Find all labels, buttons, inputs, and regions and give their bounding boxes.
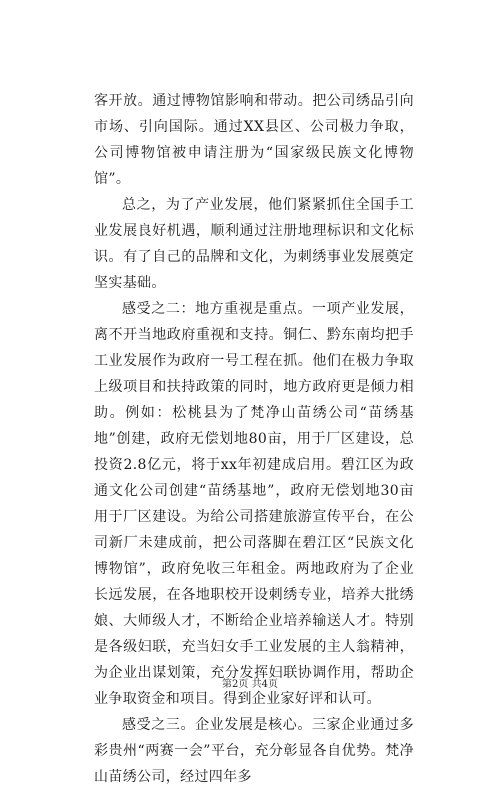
paragraph-continuation: 客开放。通过博物馆影响和带动。把公司绣品引向市场、引向国际。通过XX县区、公司极力争取，公司博物馆被申请注册为“国家级民族文化博物馆”。 [94,93,414,187]
page-number-footer: 第2页 共4页 [222,679,278,690]
paragraph-insight-three: 感受之三。企业发展是核心。三家企业通过多彩贵州“两赛一会”平台，充分彰显各自优势。梵净山苗绣公司，经过四年多 [94,717,414,785]
paragraph-insight-two: 感受之二：地方重视是重点。一项产业发展，离不开当地政府重视和支持。铜仁、黔东南均把手工业发展作为政府一号工程在抓。他们在极力争取上级项目和扶持政策的同时，地方政府更是倾力相助。例如：松桃县为了梵净山苗绣公司“苗绣基地”创建，政府无偿划地80亩，用于厂区建设，总投资2.8亿元，将于xx年初建成启用。碧江区为政通文化公司创建“苗绣基地”，政府无偿划地30亩用于厂区建设。为给公司搭建旅游宣传平台，在公司新厂未建成前，把公司落脚在碧江区“民族文化博物馆”，政府免收三年租金。两地政府为了企业长远发展，在各地职校开设刺绣专业，培养大批绣娘、大师级人才，不断给企业培养输送人才。特别是各级妇联，充当妇女手工业发展的主人翁精神，为企业出谋划策，充分发挥妇联协调作用，帮助企业争取资金和项目。得到企业家好评和认可。 [94,301,414,707]
paragraph-summary: 总之，为了产业发展，他们紧紧抓住全国手工业发展良好机遇，顺利通过注册地理标识和文化标识。有了自己的品牌和文化，为刺绣事业发展奠定坚实基础。 [94,197,414,291]
